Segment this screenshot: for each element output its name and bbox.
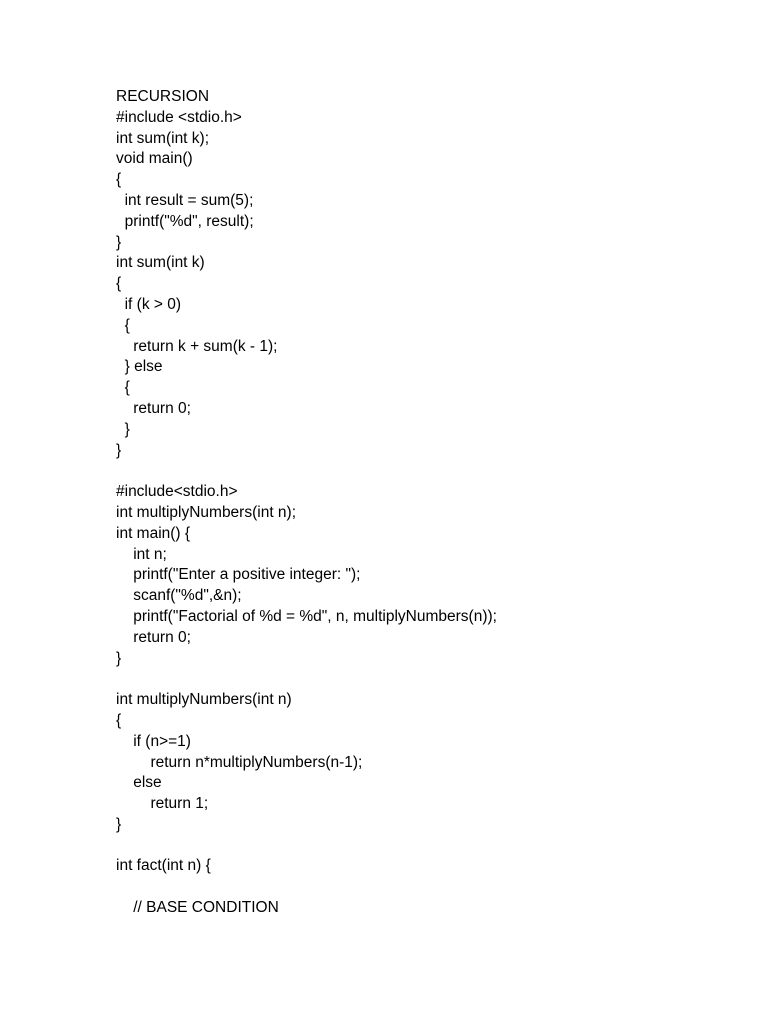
code-line: { <box>116 711 122 729</box>
code-line: #include <stdio.h> <box>116 108 242 126</box>
code-line: } else <box>116 358 163 376</box>
code-line: int main() { <box>116 524 191 542</box>
code-line: int fact(int n) { <box>116 857 211 875</box>
code-line: printf("Factorial of %d = %d", n, multiplyNumbers(n)); <box>116 607 497 625</box>
code-line: { <box>116 275 122 293</box>
code-line: { <box>116 316 130 334</box>
code-line: { <box>116 171 122 189</box>
code-line: int multiplyNumbers(int n); <box>116 503 297 521</box>
code-line: return k + sum(k - 1); <box>116 337 278 355</box>
blank-line <box>116 877 736 898</box>
code-line: return n*multiplyNumbers(n-1); <box>116 753 363 771</box>
code-line: if (k > 0) <box>116 295 182 313</box>
code-line: int sum(int k); <box>116 129 210 147</box>
blank-line <box>116 836 736 857</box>
doc-heading: RECURSION <box>116 88 210 105</box>
code-line: void main() <box>116 150 193 168</box>
code-line: scanf("%d",&n); <box>116 587 242 605</box>
code-line: int result = sum(5); <box>116 191 254 209</box>
blank-line <box>116 669 736 690</box>
code-line: return 1; <box>116 795 209 813</box>
code-line: } <box>116 649 122 667</box>
code-line: else <box>116 774 162 792</box>
code-line: if (n>=1) <box>116 732 191 750</box>
code-line: return 0; <box>116 628 191 646</box>
code-line: { <box>116 379 130 397</box>
code-line: } <box>116 420 130 438</box>
code-line: int multiplyNumbers(int n) <box>116 691 292 709</box>
code-line: int sum(int k) <box>116 254 205 272</box>
code-line: #include<stdio.h> <box>116 483 238 501</box>
document-body <box>116 87 736 919</box>
code-line: printf("Enter a positive integer: "); <box>116 566 361 584</box>
code-line: } <box>116 441 122 459</box>
code-line: int n; <box>116 545 167 563</box>
code-comment-line: // BASE CONDITION <box>116 899 279 917</box>
code-line: } <box>116 815 122 833</box>
blank-line <box>116 461 736 482</box>
code-line: printf("%d", result); <box>116 212 254 230</box>
code-line: } <box>116 233 122 251</box>
code-line: return 0; <box>116 399 191 417</box>
